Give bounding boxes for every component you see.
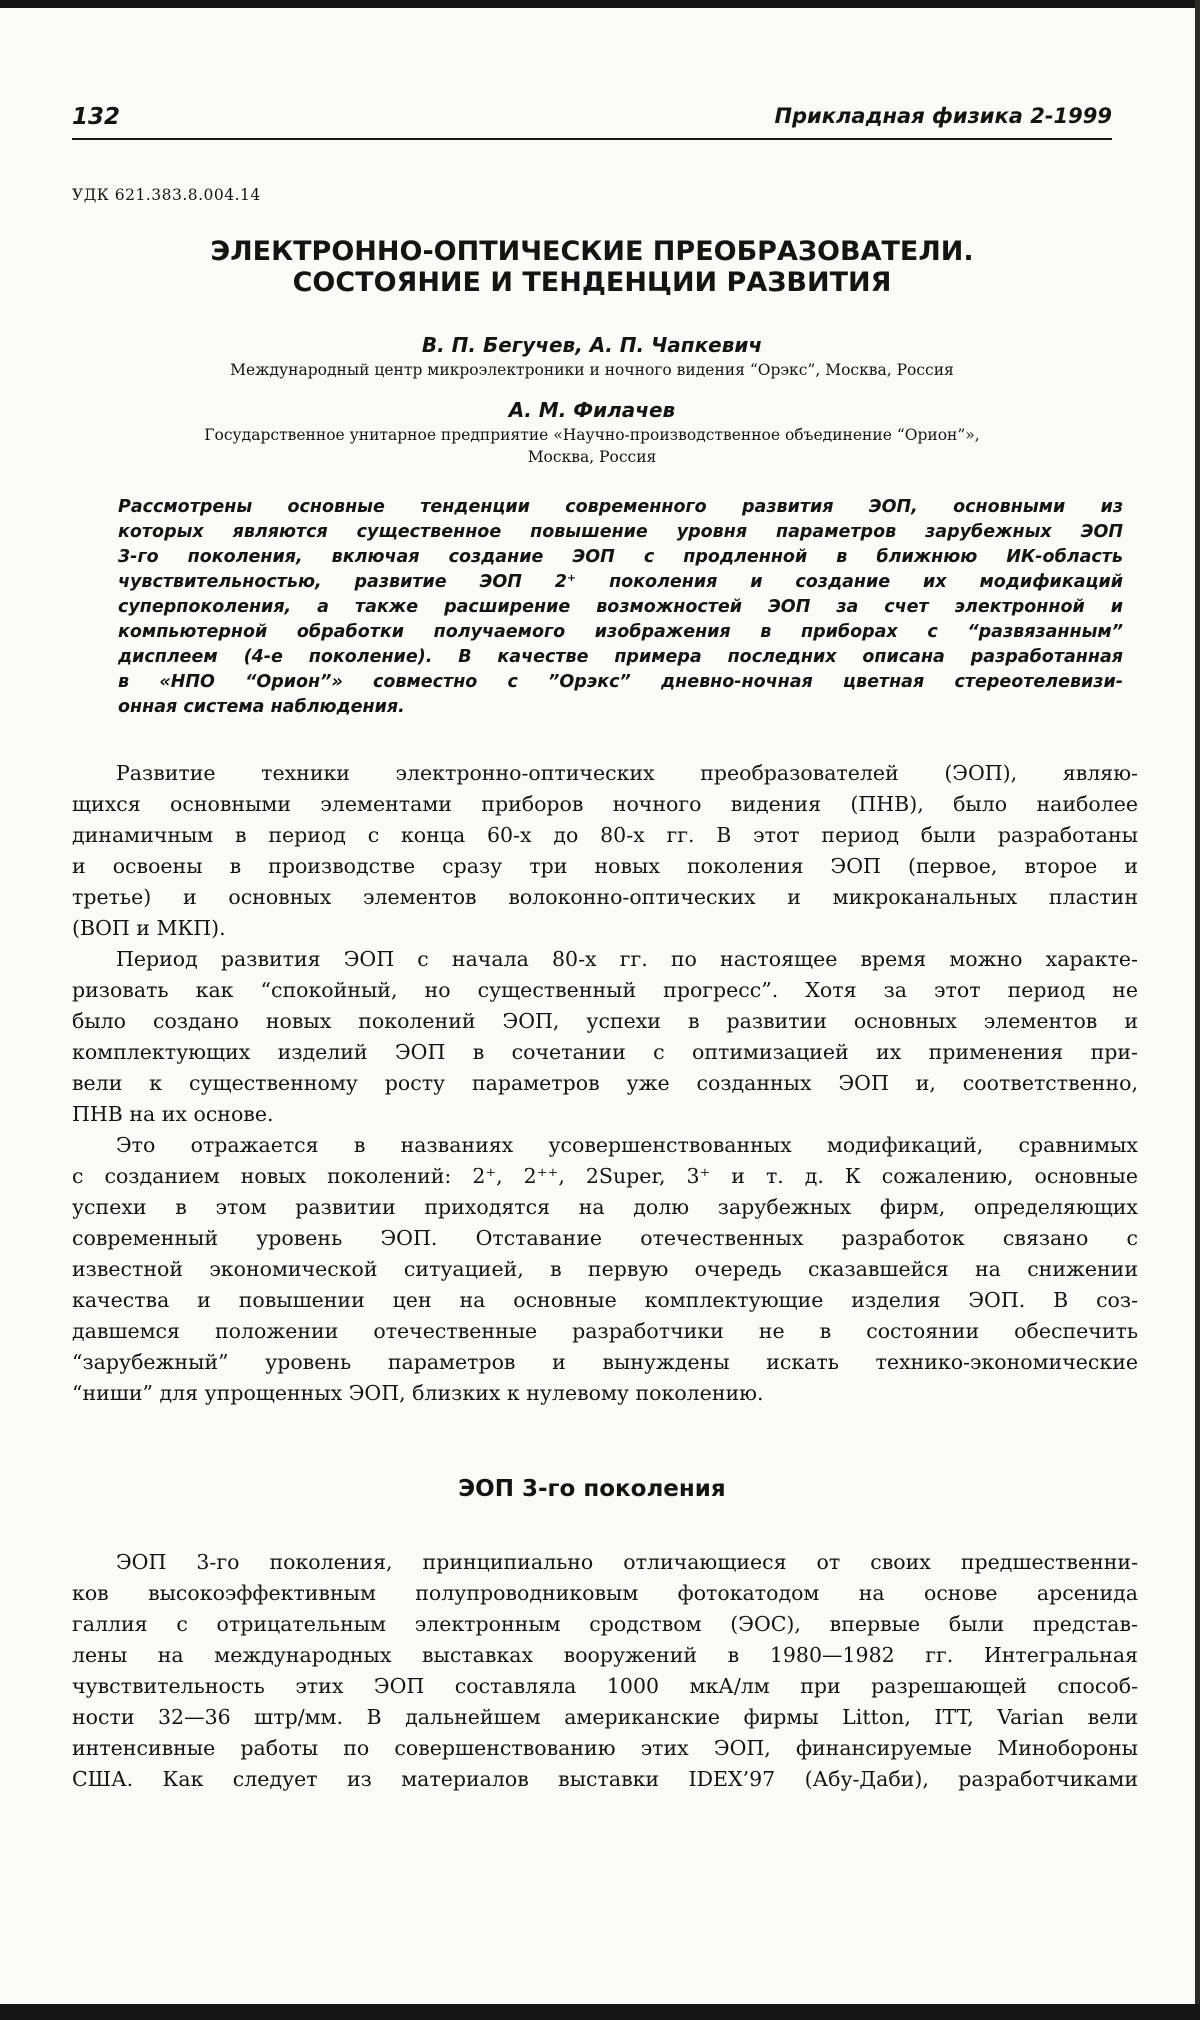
abstract-line: суперпоколения, а также расширение возможностей ЭОП за счет электронной и	[118, 597, 1123, 617]
paragraph-line: ЭОП 3-го поколения, принципиально отличающиеся от своих предшественни-	[116, 1550, 1138, 1574]
abstract-line: которых являются существенное повышение уровня параметров зарубежных ЭОП	[118, 522, 1123, 542]
paragraph-line: ности 32—36 штр/мм. В дальнейшем американские фирмы Litton, ITT, Varian вели	[72, 1705, 1138, 1729]
abstract	[118, 495, 1123, 720]
abstract-line: чувствительностью, развитие ЭОП 2⁺ поколения и создание их модификаций	[118, 572, 1123, 592]
paragraph-line: с созданием новых поколений: 2⁺, 2⁺⁺, 2Super, 3⁺ и т. д. К сожалению, основные	[72, 1164, 1138, 1188]
paragraph-line: и освоены в производстве сразу три новых поколения ЭОП (первое, второе и	[72, 854, 1138, 878]
paragraph-line: галлия с отрицательным электронным сродством (ЭОС), впервые были представ-	[72, 1612, 1138, 1636]
paragraph-line: известной экономической ситуацией, в первую очередь сказавшейся на снижении	[72, 1257, 1138, 1281]
title-line: СОСТОЯНИЕ И ТЕНДЕНЦИИ РАЗВИТИЯ	[292, 267, 892, 298]
abstract-line: в «НПО “Орион”» совместно с ”Орэкс” дневно-ночная цветная стереотелевизи-	[118, 672, 1123, 692]
paragraph-line: лены на международных выставках вооружений в 1980—1982 гг. Интегральная	[72, 1643, 1138, 1667]
affiliation-line: Государственное унитарное предприятие «Научно-производственное объединение “Орион”»,	[204, 426, 980, 444]
paragraph-line: щихся основными элементами приборов ночного видения (ПНВ), было наиболее	[72, 792, 1138, 816]
scan-border-top	[0, 0, 1200, 8]
paragraph-line: вели к существенному росту параметров уже созданных ЭОП и, соответственно,	[72, 1071, 1138, 1095]
paragraph-line: современный уровень ЭОП. Отставание отечественных разработок связано с	[72, 1226, 1138, 1250]
udk-code: УДК 621.383.8.004.14	[72, 186, 261, 204]
affiliation-2	[72, 424, 1112, 468]
paragraph-line: “зарубежный” уровень параметров и вынуждены искать технико-экономические	[72, 1350, 1138, 1374]
affiliation-1: Международный центр микроэлектроники и ночного видения “Орэкс”, Москва, Россия	[230, 361, 954, 379]
abstract-line: 3-го поколения, включая создание ЭОП с продленной в ближнюю ИК-область	[118, 547, 1123, 567]
paragraph-line: интенсивные работы по совершенствованию этих ЭОП, финансируемые Минобороны	[72, 1736, 1138, 1760]
paragraph-line: Период развития ЭОП с начала 80-х гг. по настоящее время можно характе-	[116, 947, 1138, 971]
body-text-section	[72, 1547, 1138, 1795]
article-title	[72, 236, 1112, 298]
author-group-2: А. М. Филачев	[508, 398, 676, 422]
paragraph-line: третье) и основных элементов волоконно-оптических и микроканальных пластин	[72, 885, 1138, 909]
paragraph-line: чувствительность этих ЭОП составляла 1000 мкА/лм при разрешающей способ-	[72, 1674, 1138, 1698]
paragraph-line: динамичным в период с конца 60-х до 80-х гг. В этот период были разработаны	[72, 823, 1138, 847]
paragraph-line: (ВОП и МКП).	[72, 916, 226, 940]
paragraph-line: “ниши” для упрощенных ЭОП, близких к нулевому поколению.	[72, 1381, 764, 1405]
running-header	[72, 104, 1112, 138]
journal-title: Прикладная физика 2-1999	[774, 104, 1112, 128]
paragraph-line: ков высокоэффективным полупроводниковым фотокатодом на основе арсенида	[72, 1581, 1138, 1605]
body-text	[72, 758, 1138, 1409]
paragraph-line: успехи в этом развитии приходятся на долю зарубежных фирм, определяющих	[72, 1195, 1138, 1219]
abstract-line: онная система наблюдения.	[118, 697, 405, 717]
paragraph-line: комплектующих изделий ЭОП в сочетании с оптимизацией их применения при-	[72, 1040, 1138, 1064]
section-heading: ЭОП 3-го поколения	[458, 1476, 726, 1502]
paragraph-line: Это отражается в названиях усовершенствованных модификаций, сравнимых	[116, 1133, 1138, 1157]
paragraph-line: ПНВ на их основе.	[72, 1102, 274, 1126]
affiliation-line: Москва, Россия	[527, 448, 657, 466]
header-rule	[72, 138, 1112, 140]
paragraph-line: было создано новых поколений ЭОП, успехи в развитии основных элементов и	[72, 1009, 1138, 1033]
paragraph-line: ризовать как “спокойный, но существенный прогресс”. Хотя за этот период не	[72, 978, 1138, 1002]
page-number: 132	[72, 104, 121, 130]
abstract-line: Рассмотрены основные тенденции современного развития ЭОП, основными из	[118, 497, 1123, 517]
abstract-line: дисплеем (4-е поколение). В качестве примера последних описана разработанная	[118, 647, 1123, 667]
scan-border-right	[1195, 0, 1200, 2020]
paragraph-line: США. Как следует из материалов выставки IDEX’97 (Абу-Даби), разработчиками	[72, 1767, 1138, 1791]
abstract-line: компьютерной обработки получаемого изображения в приборах с “развязанным”	[118, 622, 1123, 642]
title-line: ЭЛЕКТРОННО-ОПТИЧЕСКИЕ ПРЕОБРАЗОВАТЕЛИ.	[210, 236, 974, 267]
paragraph-line: давшемся положении отечественные разработчики не в состоянии обеспечить	[72, 1319, 1138, 1343]
author-group-1: В. П. Бегучев, А. П. Чапкевич	[421, 333, 763, 357]
scan-border-bottom	[0, 2004, 1200, 2020]
paragraph-line: Развитие техники электронно-оптических преобразователей (ЭОП), являю-	[116, 761, 1138, 785]
paragraph-line: качества и повышении цен на основные комплектующие изделия ЭОП. В соз-	[72, 1288, 1138, 1312]
